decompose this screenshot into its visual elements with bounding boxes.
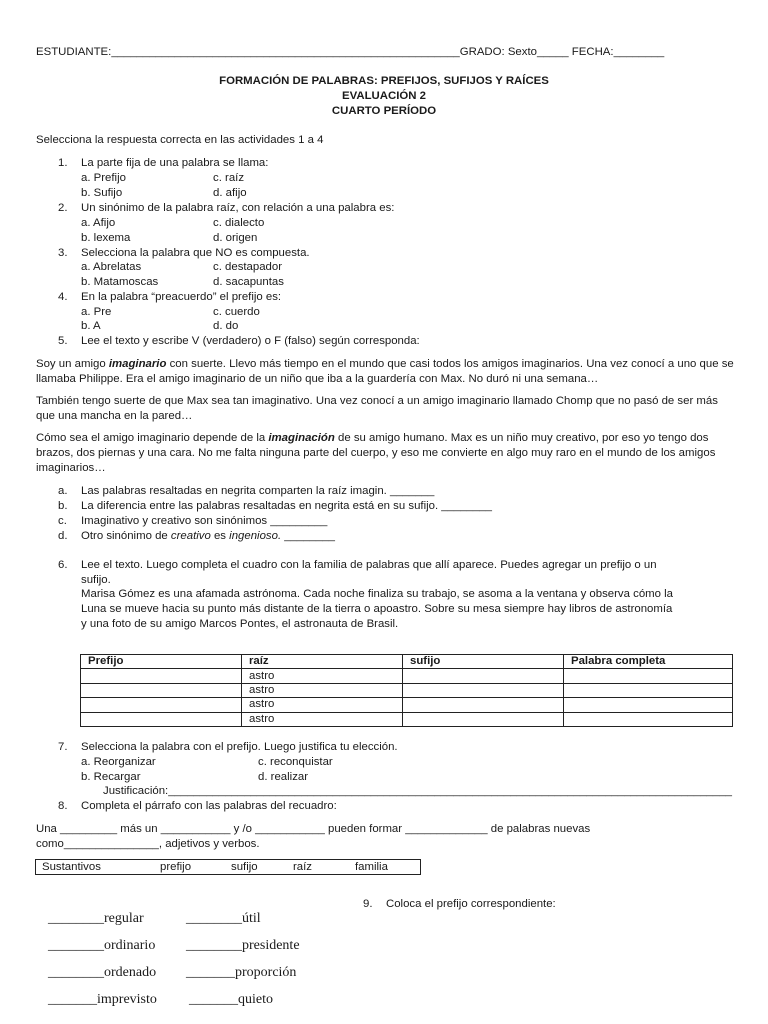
statement-d: Otro sinónimo de creativo es ingenioso. ________ [81, 530, 335, 542]
prefix-item[interactable]: _______imprevisto [48, 992, 157, 1007]
question-text: Completa el párrafo con las palabras del recuadro: [81, 800, 337, 812]
word-bank-item: familia [355, 861, 388, 873]
statement-a: Las palabras resaltadas en negrita comparten la raíz imagin. _______ [81, 485, 435, 497]
question-number: 1. [58, 157, 68, 169]
prefix-item[interactable]: ________regular [48, 911, 144, 926]
question-number: 2. [58, 202, 68, 214]
word-bank-box [35, 859, 421, 875]
passage-text: Marisa Gómez es una afamada astrónoma. Cada noche finaliza su trabajo, se asoma a la ventana y observa cómo la [81, 588, 674, 600]
option-a: a. Abrelatas [81, 261, 142, 273]
question-text: Un sinónimo de la palabra raíz, con relación a una palabra es: [81, 202, 395, 214]
table-cell: astro [242, 669, 403, 683]
statement-c: Imaginativo y creativo son sinónimos _________ [81, 515, 328, 527]
table-cell[interactable] [564, 683, 733, 697]
option-c: c. reconquistar [258, 756, 333, 768]
option-c: c. dialecto [213, 217, 265, 229]
reading-paragraph-1: Soy un amigo imaginario con suerte. Llevo más tiempo en el mundo que casi todos los amigos imaginarios. Una vez conocí a uno que se llamaba Philippe. Era el amigo imaginario de un niño que iba a la guardería con Max. No duró ni una semana… [36, 358, 734, 385]
table-cell: astro [242, 698, 403, 712]
option-d: d. do [213, 320, 239, 332]
table-row [81, 683, 733, 697]
option-c: c. cuerdo [213, 306, 260, 318]
table-cell[interactable] [81, 669, 242, 683]
table-cell[interactable] [564, 669, 733, 683]
prefix-item[interactable]: _______quieto [189, 992, 273, 1007]
question-number: 4. [58, 291, 68, 303]
option-b: b. lexema [81, 232, 131, 244]
table-cell[interactable] [81, 698, 242, 712]
table-header-row [81, 655, 733, 669]
word-bank-item: prefijo [160, 861, 192, 873]
evaluation-subtitle: EVALUACIÓN 2 [342, 90, 426, 102]
prefix-item[interactable]: ________ordinario [48, 938, 156, 953]
option-b: b. Sufijo [81, 187, 123, 199]
table-row [81, 669, 733, 683]
reading-paragraph-2: También tengo suerte de que Max sea tan imaginativo. Una vez conocí a un amigo imaginario llamado Chomp que no pasó de ser más que una mancha en la pared… [36, 395, 718, 422]
table-cell: astro [242, 683, 403, 697]
column-header: sufijo [403, 655, 564, 669]
table-cell[interactable] [564, 698, 733, 712]
column-header: Palabra completa [564, 655, 733, 669]
question-text: Selecciona la palabra con el prefijo. Luego justifica tu elección. [81, 741, 398, 753]
statement-b: La diferencia entre las palabras resaltadas en negrita está en su sufijo. ________ [81, 500, 492, 512]
option-b: b. A [81, 320, 101, 332]
question-text: Selecciona la palabra que NO es compuesta. [81, 247, 310, 259]
prefix-item[interactable]: ________presidente [186, 938, 300, 953]
fill-paragraph-line-1[interactable]: Una _________ más un ___________ y /o ___________ pueden formar _____________ de palabras nuevas [36, 823, 591, 835]
question-number: 3. [58, 247, 68, 259]
question-text: Coloca el prefijo correspondiente: [386, 898, 556, 910]
word-bank-item: sufijo [231, 861, 258, 873]
table-cell[interactable] [81, 712, 242, 726]
option-a: a. Prefijo [81, 172, 126, 184]
question-number: 5. [58, 335, 68, 347]
column-header: Prefijo [81, 655, 242, 669]
option-d: d. afijo [213, 187, 247, 199]
period-subtitle: CUARTO PERÍODO [331, 105, 437, 117]
option-a: a. Afijo [81, 217, 116, 229]
table-row [81, 712, 733, 726]
option-d: d. origen [213, 232, 258, 244]
option-b: b. Matamoscas [81, 276, 159, 288]
page-title: FORMACIÓN DE PALABRAS: PREFIJOS, SUFIJOS Y RAÍCES [219, 75, 549, 87]
word-bank-item: Sustantivos [42, 861, 101, 873]
option-a: a. Reorganizar [81, 756, 156, 768]
reading-paragraph-3: Cómo sea el amigo imaginario depende de la imaginación de su amigo humano. Max es un niño muy creativo, por eso yo tengo dos brazos, dos piernas y una cara. No me falta ninguna parte del cuerpo, y eso me convierte en algo muy raro en el mundo de los amigos imaginarios… [36, 432, 716, 474]
option-a: a. Pre [81, 306, 112, 318]
instruction-text: Selecciona la respuesta correcta en las actividades 1 a 4 [36, 134, 324, 146]
table-row [81, 698, 733, 712]
student-header-line: ESTUDIANTE:_______________________________________________________GRADO: Sexto_____ FECHA:________ [36, 46, 665, 58]
justification-line[interactable]: Justificación:_________________________________________________________________________________________ [103, 785, 733, 797]
option-c: c. destapador [213, 261, 283, 273]
table-cell: astro [242, 712, 403, 726]
table-cell[interactable] [81, 683, 242, 697]
word-bank-item: raíz [293, 861, 312, 873]
table-cell[interactable] [564, 712, 733, 726]
question-text: En la palabra “preacuerdo” el prefijo es: [81, 291, 282, 303]
question-text: Lee el texto y escribe V (verdadero) o F (falso) según corresponda: [81, 335, 420, 347]
column-header: raíz [242, 655, 403, 669]
fill-paragraph-line-2[interactable]: como_______________, adjetivos y verbos. [36, 838, 260, 850]
question-text: Lee el texto. Luego completa el cuadro con la familia de palabras que allí aparece. Puedes agregar un prefijo o un [81, 559, 657, 571]
option-d: d. sacapuntas [213, 276, 284, 288]
table-cell[interactable] [403, 683, 564, 697]
prefix-item[interactable]: ________ordenado [48, 965, 157, 980]
option-b: b. Recargar [81, 771, 141, 783]
table-cell[interactable] [403, 698, 564, 712]
option-d: d. realizar [258, 771, 309, 783]
table-cell[interactable] [403, 669, 564, 683]
word-family-table [80, 654, 733, 727]
option-c: c. raíz [213, 172, 245, 184]
prefix-item[interactable]: ________útil [186, 911, 261, 926]
question-text: La parte fija de una palabra se llama: [81, 157, 269, 169]
prefix-item[interactable]: _______proporción [186, 965, 297, 980]
table-cell[interactable] [403, 712, 564, 726]
